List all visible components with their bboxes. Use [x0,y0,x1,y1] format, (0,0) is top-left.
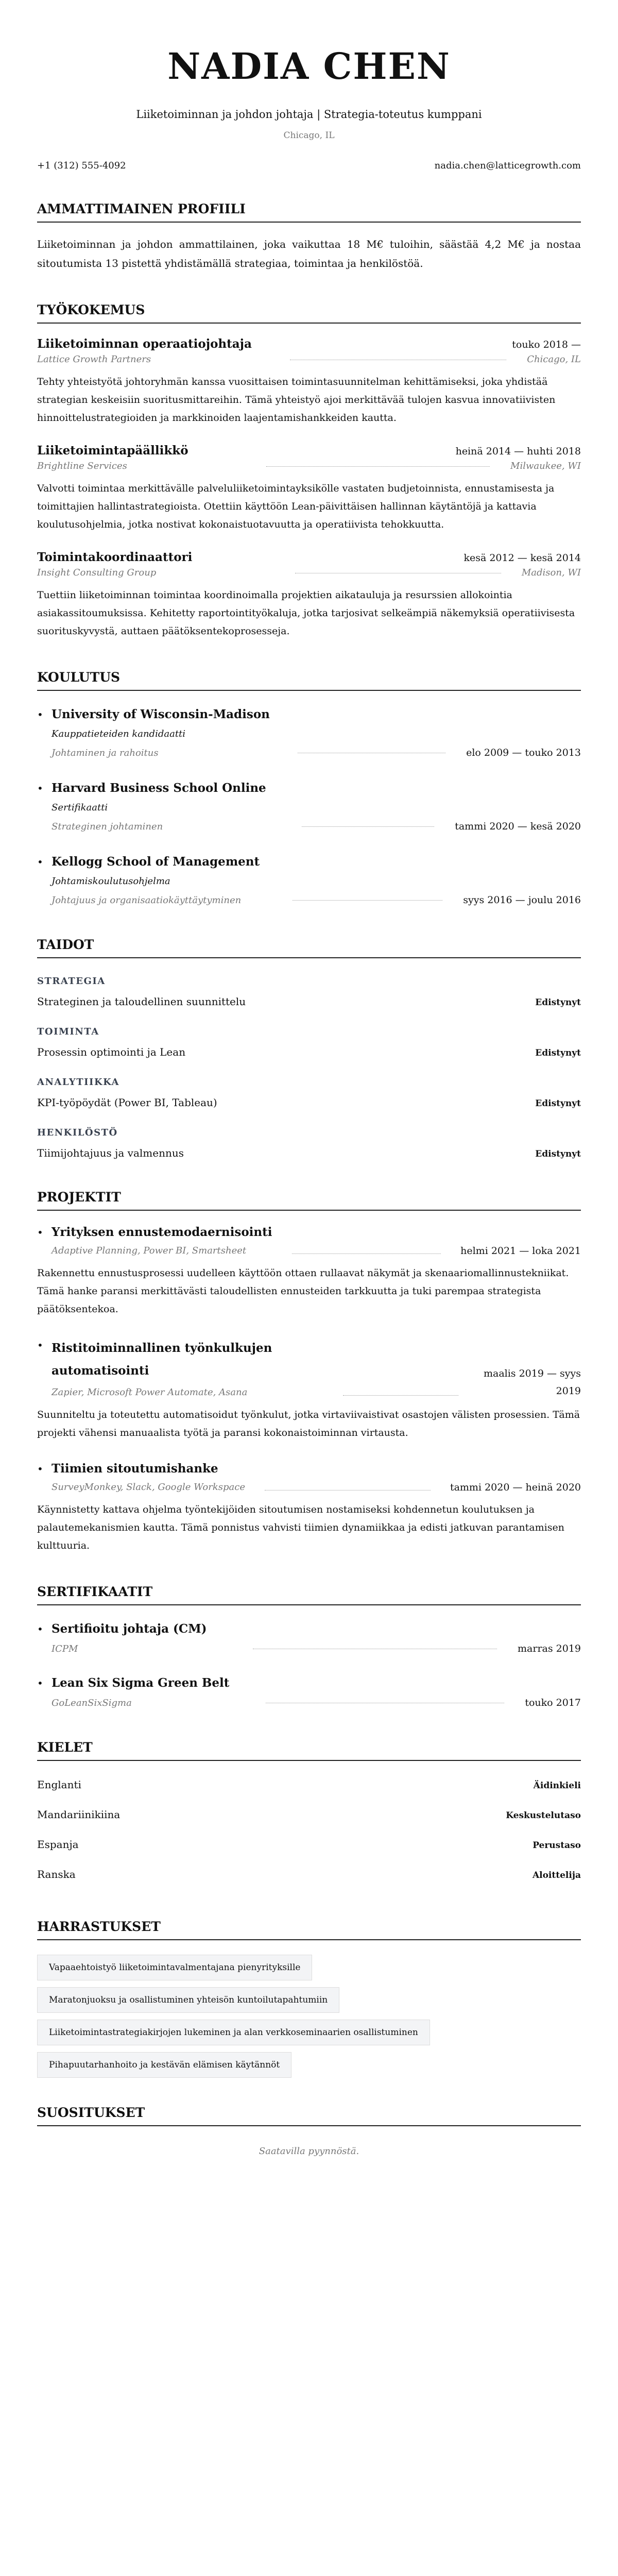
education-dates: elo 2009 — touko 2013 [466,747,581,758]
certification-entry [37,1675,581,1710]
section-title: TAIDOT [37,937,581,958]
profile-section [37,201,581,273]
dotted-leader [343,1395,458,1396]
language-row [37,1830,581,1860]
skill-level: Edistynyt [535,1098,581,1109]
skill-row [37,1095,581,1110]
dotted-leader [292,1253,441,1254]
language-name: Espanja [37,1838,79,1851]
section-title: KIELET [37,1739,581,1761]
project-tech: SurveyMonkey, Slack, Google Workspace [52,1482,245,1493]
section-title: AMMATTIMAINEN PROFIILI [37,201,581,223]
education-entry [37,780,581,834]
job-description: Tuettiin liiketoiminnan toimintaa koordinoimalla projektien aikatauluja ja resurssien allokointia asiakassitoumuksissa. Kehitetty raportointityökaluja, jotka tarjosivat selkeämpiä näkemyksiä operatiivisesta suorituskyvystä, auttaen päätöksentekoprosesseja. [37,589,575,637]
job-title: Liiketoiminnan operaatiojohtaja [37,337,252,351]
skill-category: TOIMINTA [37,1026,99,1037]
certification-name: • Lean Six Sigma Green Belt [52,1676,230,1690]
skill-level: Edistynyt [535,997,581,1008]
language-name: Mandariinikiina [37,1808,121,1821]
company: Lattice Growth Partners [37,354,151,365]
job-dates: heinä 2014 — huhti 2018 [455,446,581,457]
job-location: Madison, WI [521,567,581,578]
references-text: Saatavilla pyynnöstä. [259,2146,359,2157]
project-dates: tammi 2020 — heinä 2020 [450,1482,581,1493]
education-entry [37,706,581,760]
certifications-section [37,1584,581,1710]
company: Insight Consulting Group [37,567,157,578]
job-description: Tehty yhteistyötä johtoryhmän kanssa vuosittaisen toimintasuunnitelman kehittämiseksi, joka yhdistää strategian keskeisiin suoritusmittareihin. Tämä yhteistyö ajoi merkittävää tulojen kasvua innovatiivisten hinnoittelustrategioiden ja markkinoiden laajentamishankkeiden kautta. [37,376,556,423]
section-title: KOULUTUS [37,669,581,691]
interest-chip: Liiketoimintastrategiakirjojen lukeminen ja alan verkkoseminaarien osallistuminen [37,2020,430,2045]
certification-entry [37,1621,581,1656]
project-tech: Adaptive Planning, Power BI, Smartsheet [52,1245,247,1256]
project-entry [37,1461,581,1555]
languages-section [37,1739,581,1890]
degree: Kauppatieteiden kandidaatti [52,728,186,739]
interest-chip: Vapaaehtoistyö liiketoimintavalmentajana pienyrityksille [37,1955,312,1980]
job-dates: touko 2018 — [512,339,581,350]
interest-chip: Maratonjuoksu ja osallistuminen yhteisön kuntoilutapahtumiin [37,1987,339,2013]
job-location: Chicago, IL [527,354,581,365]
language-row [37,1860,581,1890]
job-location: Milwaukee, WI [510,461,581,471]
language-level: Perustaso [533,1840,581,1851]
education-dates: tammi 2020 — kesä 2020 [455,821,581,832]
skill-name: Strateginen ja taloudellinen suunnittelu [37,995,246,1008]
skill-level: Edistynyt [535,1149,581,1159]
skill-level: Edistynyt [535,1048,581,1058]
section-title: TYÖKOKEMUS [37,302,581,324]
language-row [37,1800,581,1830]
candidate-name: NADIA CHEN [167,45,451,88]
language-name: Englanti [37,1778,81,1791]
project-dates: helmi 2021 — loka 2021 [460,1245,581,1257]
references-section [37,2105,581,2157]
resume-header [37,46,581,172]
certification-issuer: ICPM [52,1643,78,1654]
dotted-leader [302,826,434,827]
certification-date: touko 2017 [525,1697,581,1708]
location: Chicago, IL [283,130,335,141]
school-name: • Kellogg School of Management [52,855,260,869]
language-level: Keskustelutaso [506,1810,581,1821]
job-description: Valvotti toimintaa merkittävälle palveluliiketoimintayksikölle vastaten budjetoinnista, ennustamisesta ja toimittajien hallintastrategioista. Otettiin käyttöön Lean-päivittäisen hallinnan käytäntöjä ja kattavia koulutusohjelmia, jotka nostivat kokonaistuotavuutta ja operatiivista tehokkuutta. [37,483,555,530]
job-dates: kesä 2012 — kesä 2014 [464,552,581,564]
dotted-leader [266,466,490,467]
school-name: • Harvard Business School Online [52,781,266,795]
job-title: Toimintakoordinaattori [37,550,193,564]
phone: +1 (312) 555-4092 [37,160,126,171]
language-row [37,1770,581,1800]
email[interactable]: nadia.chen@latticegrowth.com [434,160,581,171]
job-entry [37,549,581,640]
dotted-leader [293,900,442,901]
language-level: Äidinkieli [533,1781,581,1791]
section-title: PROJEKTIT [37,1189,581,1211]
skill-name: Prosessin optimointi ja Lean [37,1046,186,1058]
education-dates: syys 2016 — joulu 2016 [463,894,581,906]
company: Brightline Services [37,461,127,471]
headline: Liiketoiminnan ja johdon johtaja | Strategia-toteutus kumppani [136,108,482,121]
degree: Johtamiskoulutusohjelma [52,876,170,887]
certification-date: marras 2019 [518,1643,581,1654]
section-title: SERTIFIKAATIT [37,1584,581,1605]
project-title: • Ristitoiminnallinen työnkulkujen automatisointi [52,1341,272,1378]
education-entry [37,854,581,908]
skill-name: KPI-työpöydät (Power BI, Tableau) [37,1096,217,1109]
project-dates: maalis 2019 — syys 2019 [483,1368,581,1397]
school-name: • University of Wisconsin-Madison [52,707,270,721]
skill-category: HENKILÖSTÖ [37,1127,118,1138]
contact-row [37,160,581,172]
field-of-study: Johtaminen ja rahoitus [52,748,159,758]
project-description: Rakennettu ennustusprosessi uudelleen käyttöön ottaen rullaavat näkymät ja skenaariomallinnustekniikat. Tämä hanke paransi merkittävästi taloudellisten ennusteiden tarkkuutta ja tuki parempaa strategista päätöksentekoa. [37,1267,569,1315]
section-title: SUOSITUKSET [37,2105,581,2126]
field-of-study: Johtajuus ja organisaatiokäyttäytyminen [52,895,242,906]
skill-category: ANALYTIIKKA [37,1077,119,1088]
degree: Sertifikaatti [52,802,108,813]
certification-name: • Sertifioitu johtaja (CM) [52,1622,207,1636]
experience-section [37,302,581,640]
project-description: Käynnistetty kattava ohjelma työntekijöiden sitoutumisen nostamiseksi kohdennetun koulutuksen ja palautemekanismien kautta. Tämä ponnistus vahvisti tiimien dynamiikkaa ja edisti jatkuvan parantamisen kulttuuria. [37,1504,564,1551]
project-entry [37,1224,581,1318]
project-tech: Zapier, Microsoft Power Automate, Asana [52,1387,248,1398]
certification-issuer: GoLeanSixSigma [52,1698,132,1708]
skill-category: STRATEGIA [37,976,106,987]
project-title: • Yrityksen ennustemodaernisointi [52,1225,272,1239]
job-title: Liiketoimintapäällikkö [37,444,188,457]
field-of-study: Strateginen johtaminen [52,821,163,832]
skill-row [37,1045,581,1059]
language-level: Aloittelija [532,1870,581,1880]
job-entry [37,336,581,427]
interests-section [37,1919,581,2078]
projects-section [37,1189,581,1555]
skill-row [37,994,581,1009]
project-description: Suunniteltu ja toteutettu automatisoidut työnkulut, jotka virtaviivaistivat osastojen välisten prosessien. Tämä projekti vähensi manuaalista työtä ja paransi kokonaistoiminnan virtausta. [37,1409,580,1438]
profile-text: Liiketoiminnan ja johdon ammattilainen, joka vaikuttaa 18 M€ tuloihin, säästää 4,2 M€ ja nostaa sitoutumista 13 pistettä yhdistämällä strategiaa, toimintaa ja henkilöstöä. [37,238,581,269]
education-section [37,669,581,908]
section-title: HARRASTUKSET [37,1919,581,1940]
skill-row [37,1146,581,1160]
language-name: Ranska [37,1868,76,1880]
project-title: • Tiimien sitoutumishanke [52,1462,218,1476]
job-entry [37,443,581,534]
skill-name: Tiimijohtajuus ja valmennus [37,1147,184,1159]
project-entry [37,1337,581,1442]
skills-section [37,937,581,1160]
interest-chip: Pihapuutarhanhoito ja kestävän elämisen käytännöt [37,2052,291,2078]
